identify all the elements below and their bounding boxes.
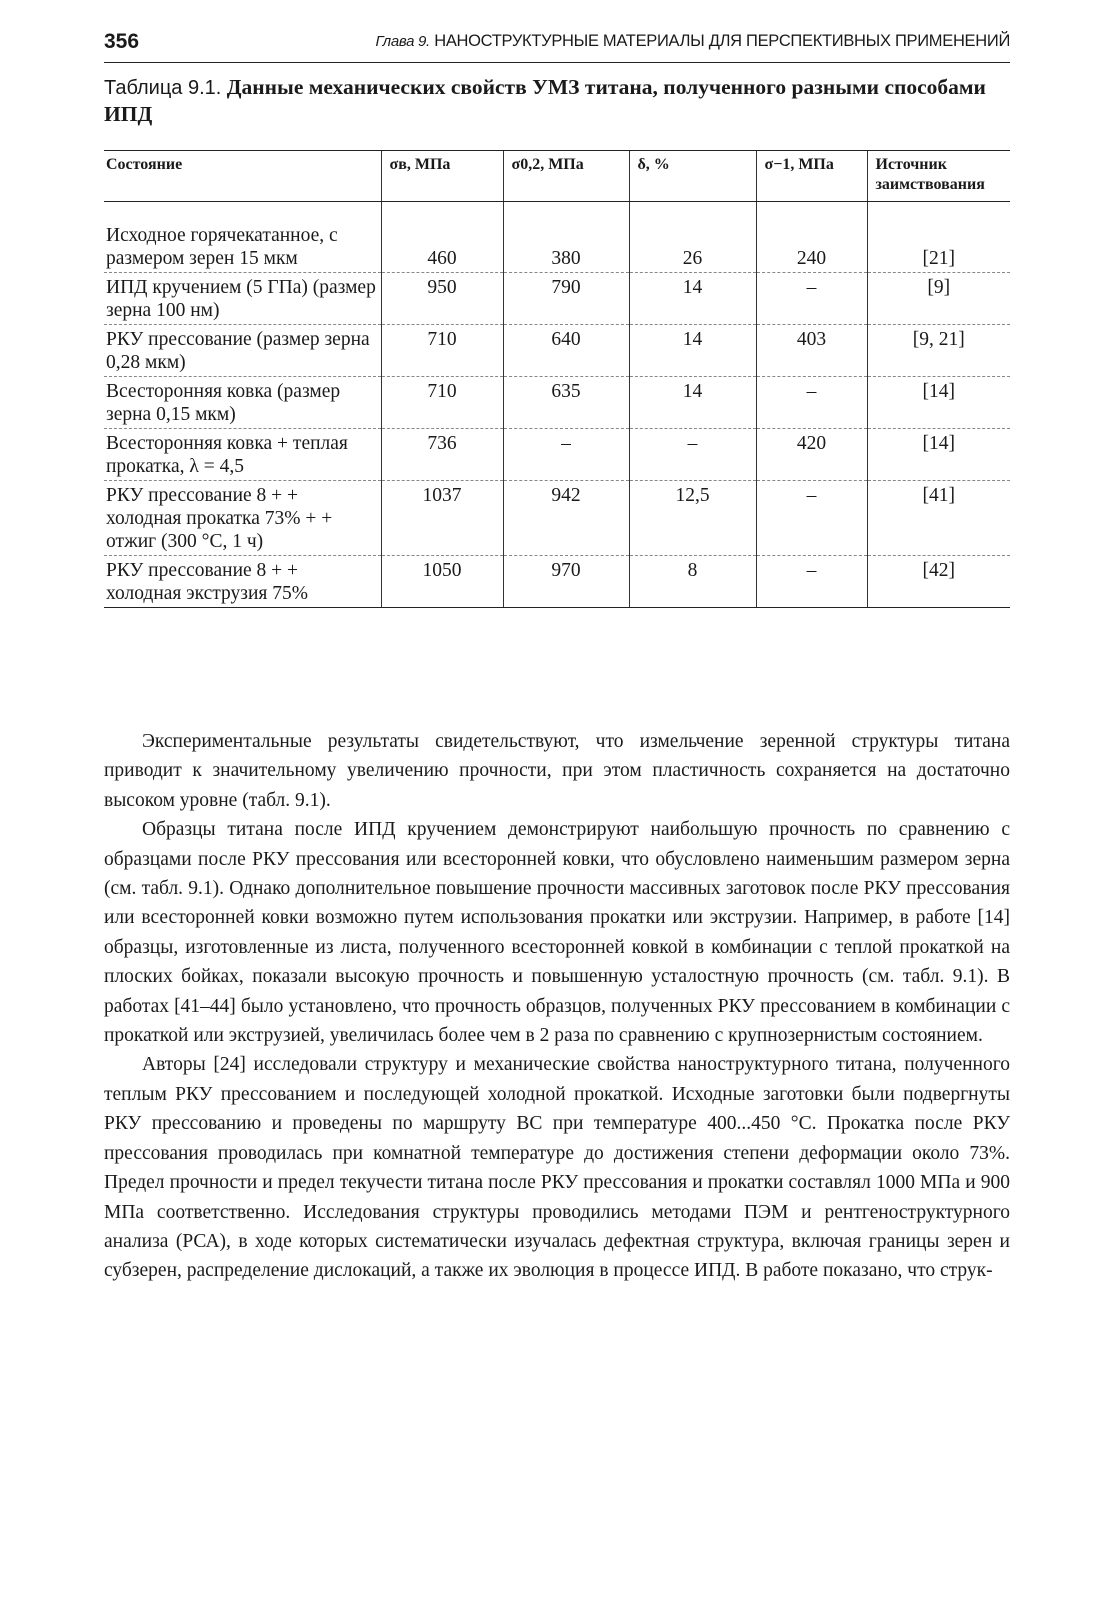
chapter-header: [375, 32, 1010, 51]
ys-cell: 380: [503, 202, 629, 273]
elongation-cell: –: [629, 429, 756, 481]
uts-cell: 710: [381, 325, 503, 377]
source-cell: [42]: [867, 556, 1010, 608]
properties-table: [104, 150, 1010, 608]
source-cell: [41]: [867, 481, 1010, 556]
column-header: σв, МПа: [381, 151, 503, 202]
uts-cell: 736: [381, 429, 503, 481]
table-row: [104, 377, 1010, 429]
table-row: [104, 202, 1010, 273]
table-label: Таблица 9.1.: [104, 77, 222, 99]
fatigue-cell: 403: [756, 325, 867, 377]
fatigue-cell: 420: [756, 429, 867, 481]
column-header: σ−1, МПа: [756, 151, 867, 202]
state-cell: Исходное горячекатанное, с размером зерен 15 мкм: [104, 202, 381, 273]
elongation-cell: 14: [629, 377, 756, 429]
column-header: δ, %: [629, 151, 756, 202]
table-row: [104, 429, 1010, 481]
uts-cell: 950: [381, 273, 503, 325]
source-cell: [9, 21]: [867, 325, 1010, 377]
ys-cell: –: [503, 429, 629, 481]
table-caption: [104, 74, 1010, 127]
source-cell: [9]: [867, 273, 1010, 325]
chapter-prefix: Глава 9.: [375, 33, 430, 50]
table-title: Данные механических свойств УМЗ титана, полученного разными способами ИПД: [104, 75, 986, 126]
column-header: Источник заимствования: [867, 151, 1010, 202]
ys-cell: 790: [503, 273, 629, 325]
fatigue-cell: –: [756, 377, 867, 429]
uts-cell: 460: [381, 202, 503, 273]
source-cell: [21]: [867, 202, 1010, 273]
elongation-cell: 14: [629, 325, 756, 377]
elongation-cell: 26: [629, 202, 756, 273]
page-number: 356: [104, 30, 140, 53]
ys-cell: 635: [503, 377, 629, 429]
column-header: σ0,2, МПа: [503, 151, 629, 202]
state-cell: Всесторонняя ковка (размер зерна 0,15 мкм): [104, 377, 381, 429]
paragraph: Образцы титана после ИПД кручением демонстрируют наибольшую прочность по сравнению с образцами после РКУ прессования или всесторонней ковки, что обусловлено наименьшим размером зерна (см. табл. 9.1). Однако дополнительное повышение прочности массивных заготовок после РКУ прессования или всесторонней ковки возможно путем использования прокатки или экструзии. Например, в работе [14] образцы, изготовленные из листа, полученного всесторонней ковкой в комбинации с теплой прокаткой на плоских бойках, показали высокую прочность и повышенную усталостную прочность (см. табл. 9.1). В работах [41–44] было установлено, что прочность образцов, полученных РКУ прессованием в комбинации с прокаткой или экструзией, увеличилась более чем в 2 раза по сравнению с крупнозернистым состоянием.: [104, 819, 1010, 1047]
table-row: [104, 481, 1010, 556]
uts-cell: 1037: [381, 481, 503, 556]
elongation-cell: 8: [629, 556, 756, 608]
uts-cell: 710: [381, 377, 503, 429]
column-header: Состояние: [104, 151, 381, 202]
ys-cell: 942: [503, 481, 629, 556]
state-cell: РКУ прессование 8 + + холодная прокатка 73% + + отжиг (300 °С, 1 ч): [104, 481, 381, 556]
ys-cell: 970: [503, 556, 629, 608]
fatigue-cell: 240: [756, 202, 867, 273]
paragraph: Авторы [24] исследовали структуру и механические свойства наноструктурного титана, полученного теплым РКУ прессованием и последующей холодной прокаткой. Исходные заготовки были подвергнуты РКУ прессованию и проведены по маршруту BC при температуре 400...450 °С. Прокатка после РКУ прессования проводилась при комнатной температуре до достижения степени деформации около 73%. Предел прочности и предел текучести титана после РКУ прессования и прокатки составлял 1000 МПа и 900 МПа соответственно. Исследования структуры проводились методами ПЭМ и рентгеноструктурного анализа (РСА), в ходе которых систематически изучалась дефектная структура, включая границы зерен и субзерен, распределение дислокаций, а также их эволюция в процессе ИПД. В работе показано, что струк-: [104, 1054, 1010, 1282]
source-cell: [14]: [867, 377, 1010, 429]
state-cell: РКУ прессование (размер зерна 0,28 мкм): [104, 325, 381, 377]
table-header-row: [104, 151, 1010, 202]
table-row: [104, 273, 1010, 325]
state-cell: РКУ прессование 8 + + холодная экструзия 75%: [104, 556, 381, 608]
paragraph: Экспериментальные результаты свидетельствуют, что измельчение зеренной структуры титана приводит к значительному увеличению прочности, при этом пластичность сохраняется на достаточно высоком уровне (табл. 9.1).: [104, 731, 1010, 811]
fatigue-cell: –: [756, 273, 867, 325]
elongation-cell: 14: [629, 273, 756, 325]
fatigue-cell: –: [756, 481, 867, 556]
table-row: [104, 325, 1010, 377]
state-cell: Всесторонняя ковка + теплая прокатка, λ = 4,5: [104, 429, 381, 481]
uts-cell: 1050: [381, 556, 503, 608]
table-row: [104, 556, 1010, 608]
fatigue-cell: –: [756, 556, 867, 608]
body-text: [104, 727, 1010, 1286]
state-cell: ИПД кручением (5 ГПа) (размер зерна 100 нм): [104, 273, 381, 325]
ys-cell: 640: [503, 325, 629, 377]
elongation-cell: 12,5: [629, 481, 756, 556]
running-header: [104, 28, 1010, 63]
source-cell: [14]: [867, 429, 1010, 481]
chapter-title: НАНОСТРУКТУРНЫЕ МАТЕРИАЛЫ ДЛЯ ПЕРСПЕКТИВНЫХ ПРИМЕНЕНИЙ: [434, 32, 1010, 50]
